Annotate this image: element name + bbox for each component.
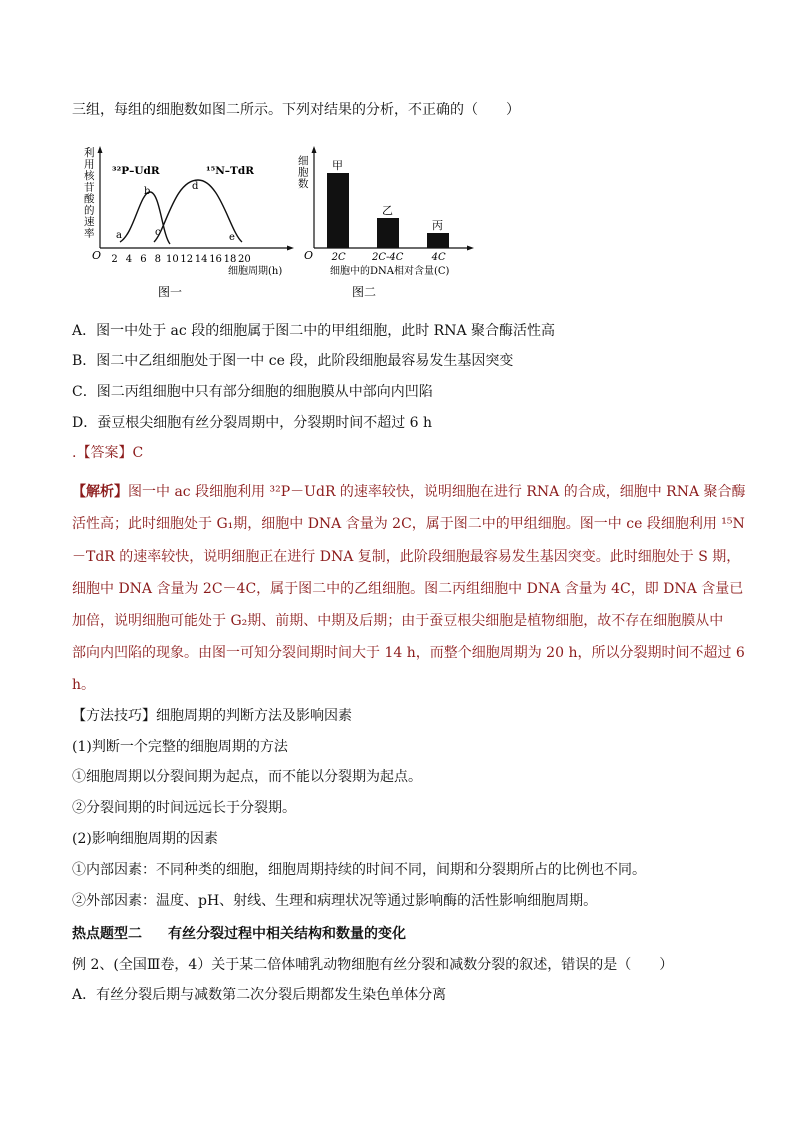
figure-2-y-arrow bbox=[312, 146, 317, 153]
figure-1-point-c: c bbox=[155, 227, 161, 238]
figure-1-point-d: d bbox=[192, 181, 199, 192]
figure-1-xtick-label: 18 bbox=[223, 254, 237, 265]
figure-1-point-e: e bbox=[229, 232, 235, 243]
analysis-line-6: 部向内凹陷的现象。由图一可知分裂间期时间大于 14 h，而整个细胞周期为 20 h，所以分裂期时间不超过 6 bbox=[72, 645, 745, 661]
figure-1-xtick-label: 8 bbox=[154, 254, 161, 265]
analysis-line-4: 细胞中 DNA 含量为 2C－4C，属于图二中的乙组细胞。图二丙组细胞中 DNA 含量为 4C，即 DNA 含量已 bbox=[72, 581, 744, 597]
method-point-2: ②分裂间期的时间远远长于分裂期。 bbox=[72, 800, 296, 816]
figure-2-bar bbox=[327, 173, 349, 248]
option-c: C．图二丙组细胞中只有部分细胞的细胞膜从中部向内凹陷 bbox=[72, 384, 433, 400]
analysis-line-3: －TdR 的速率较快，说明细胞正在进行 DNA 复制，此阶段细胞最容易发生基因突变。此时细胞处于 S 期， bbox=[72, 549, 741, 565]
method-title: 【方法技巧】细胞周期的判断方法及影响因素 bbox=[72, 708, 352, 724]
method-heading-1: (1)判断一个完整的细胞周期的方法 bbox=[72, 739, 288, 755]
figure-2-category-label: 2C-4C bbox=[372, 252, 404, 263]
figure-1-ticks bbox=[111, 254, 250, 265]
example-2-stem: 例 2、(全国Ⅲ卷，4）关于某二倍体哺乳动物细胞有丝分裂和减数分裂的叙述，错误的是（ ） bbox=[72, 957, 674, 973]
figure-2-ylabel-char: 细 bbox=[298, 155, 309, 167]
method-point-4: ②外部因素：温度、pH、射线、生理和病理状况等通过影响酶的活性影响细胞周期。 bbox=[72, 893, 598, 909]
figure-1-ylabel-char: 的 bbox=[84, 204, 95, 217]
answer-value: C bbox=[132, 445, 144, 461]
figure-1-ylabel-char: 速 bbox=[84, 216, 95, 228]
figure-1-xtick-label: 6 bbox=[140, 254, 147, 265]
method-heading-2: (2)影响细胞周期的因素 bbox=[72, 831, 218, 847]
figure-1-xtick-label: 12 bbox=[180, 254, 194, 265]
hot-topic-label: 热点题型二 bbox=[72, 926, 142, 942]
intro-line: 三组，每组的细胞数如图二所示。下列对结果的分析，不正确的（ ） bbox=[72, 102, 520, 118]
figure-1-curve-tdr-label: ¹⁵N–TdR bbox=[206, 165, 254, 177]
answer-prefix: . bbox=[72, 445, 77, 461]
hot-topic-title: 有丝分裂过程中相关结构和数量的变化 bbox=[168, 926, 406, 942]
figure-1-ylabel-char: 酸 bbox=[84, 193, 95, 205]
figure-1-point-a: a bbox=[116, 230, 122, 241]
figure-1-y-arrow bbox=[98, 146, 103, 153]
figure-2-category-label: 4C bbox=[431, 252, 446, 263]
figure-1-curve-udr-label: ³²P–UdR bbox=[112, 165, 160, 177]
figure-1-xtick-label: 10 bbox=[166, 254, 179, 265]
analysis-line-5: 加倍，说明细胞可能处于 G₂期、前期、中期及后期；由于蚕豆根尖细胞是植物细胞，故不存在细胞膜从中 bbox=[72, 613, 724, 629]
figure-2-xlabel: 细胞中的DNA相对含量(C) bbox=[330, 266, 450, 277]
analysis-line-2: 活性高；此时细胞处于 G₁期，细胞中 DNA 含量为 2C，属于图二中的甲组细胞。图一中 ce 段细胞利用 ¹⁵N bbox=[72, 516, 745, 532]
figure-2-origin: O bbox=[304, 249, 314, 262]
example-2-option-a: A．有丝分裂后期与减数第二次分裂后期都发生染色单体分离 bbox=[72, 987, 447, 1003]
figure-2-svg bbox=[292, 142, 482, 302]
option-b: B．图二中乙组细胞处于图一中 ce 段，此阶段细胞最容易发生基因突变 bbox=[72, 353, 514, 369]
option-d: D．蚕豆根尖细胞有丝分裂周期中，分裂期时间不超过 6 h bbox=[72, 415, 433, 431]
method-point-3: ①内部因素：不同种类的细胞，细胞周期持续的时间不同，间期和分裂期所占的比例也不同。 bbox=[72, 862, 646, 878]
figure-1-caption: 图一 bbox=[158, 285, 183, 299]
figure-2-bar-label: 丙 bbox=[432, 219, 443, 232]
figure-1-curve-udr bbox=[120, 192, 170, 244]
figure-2-category-label: 2C bbox=[331, 252, 346, 263]
analysis-line-7: h。 bbox=[72, 677, 96, 693]
method-point-1: ①细胞周期以分裂间期为起点，而不能以分裂期为起点。 bbox=[72, 769, 422, 785]
figure-1-point-b: b bbox=[144, 186, 151, 197]
option-a: A．图一中处于 ac 段的细胞属于图二中的甲组细胞，此时 RNA 聚合酶活性高 bbox=[72, 323, 555, 339]
figure-2-bars bbox=[327, 159, 449, 263]
figure-2 bbox=[292, 142, 482, 302]
answer-label: 【答案】 bbox=[76, 445, 133, 461]
figure-2-caption: 图二 bbox=[352, 285, 377, 299]
figure-1-ylabel-char: 苷 bbox=[84, 181, 95, 194]
figure-2-x-arrow bbox=[467, 246, 474, 251]
figure-1-xtick-label: 2 bbox=[111, 254, 118, 265]
figure-2-bar-label: 乙 bbox=[382, 204, 393, 217]
figure-2-bar bbox=[427, 233, 449, 248]
answer bbox=[72, 443, 143, 463]
analysis-line-1 bbox=[72, 482, 746, 502]
hot-topic-heading bbox=[72, 924, 406, 944]
figure-1-ylabel bbox=[84, 146, 95, 240]
figure-1-ylabel-char: 利 bbox=[84, 147, 95, 159]
figure-1-ylabel-char: 核 bbox=[84, 170, 95, 182]
figure-2-bar bbox=[377, 218, 399, 248]
figure-1-xtick-label: 16 bbox=[209, 254, 222, 265]
figure-2-ylabel-char: 数 bbox=[298, 178, 309, 190]
figure-1-ylabel-char: 率 bbox=[84, 227, 95, 240]
figure-1-ylabel-char: 用 bbox=[84, 158, 95, 171]
figure-2-ylabel-char: 胞 bbox=[298, 166, 309, 179]
analysis-text-1: 图一中 ac 段细胞利用 ³²P－UdR 的速率较快，说明细胞在进行 RNA 的合成，细胞中 RNA 聚合酶 bbox=[128, 484, 746, 500]
figure-1-svg bbox=[82, 142, 302, 302]
figure-2-bar-label: 甲 bbox=[332, 159, 343, 172]
figure-1 bbox=[82, 142, 302, 302]
figure-1-xtick-label: 14 bbox=[194, 254, 208, 265]
figure-2-ylabel bbox=[298, 155, 309, 190]
figure-1-xlabel: 细胞周期(h) bbox=[228, 266, 283, 277]
figure-1-origin: O bbox=[92, 249, 102, 262]
figure-1-xtick-label: 20 bbox=[238, 254, 251, 265]
figure-1-xtick-label: 4 bbox=[125, 254, 133, 265]
analysis-label: 【解析】 bbox=[72, 484, 128, 500]
